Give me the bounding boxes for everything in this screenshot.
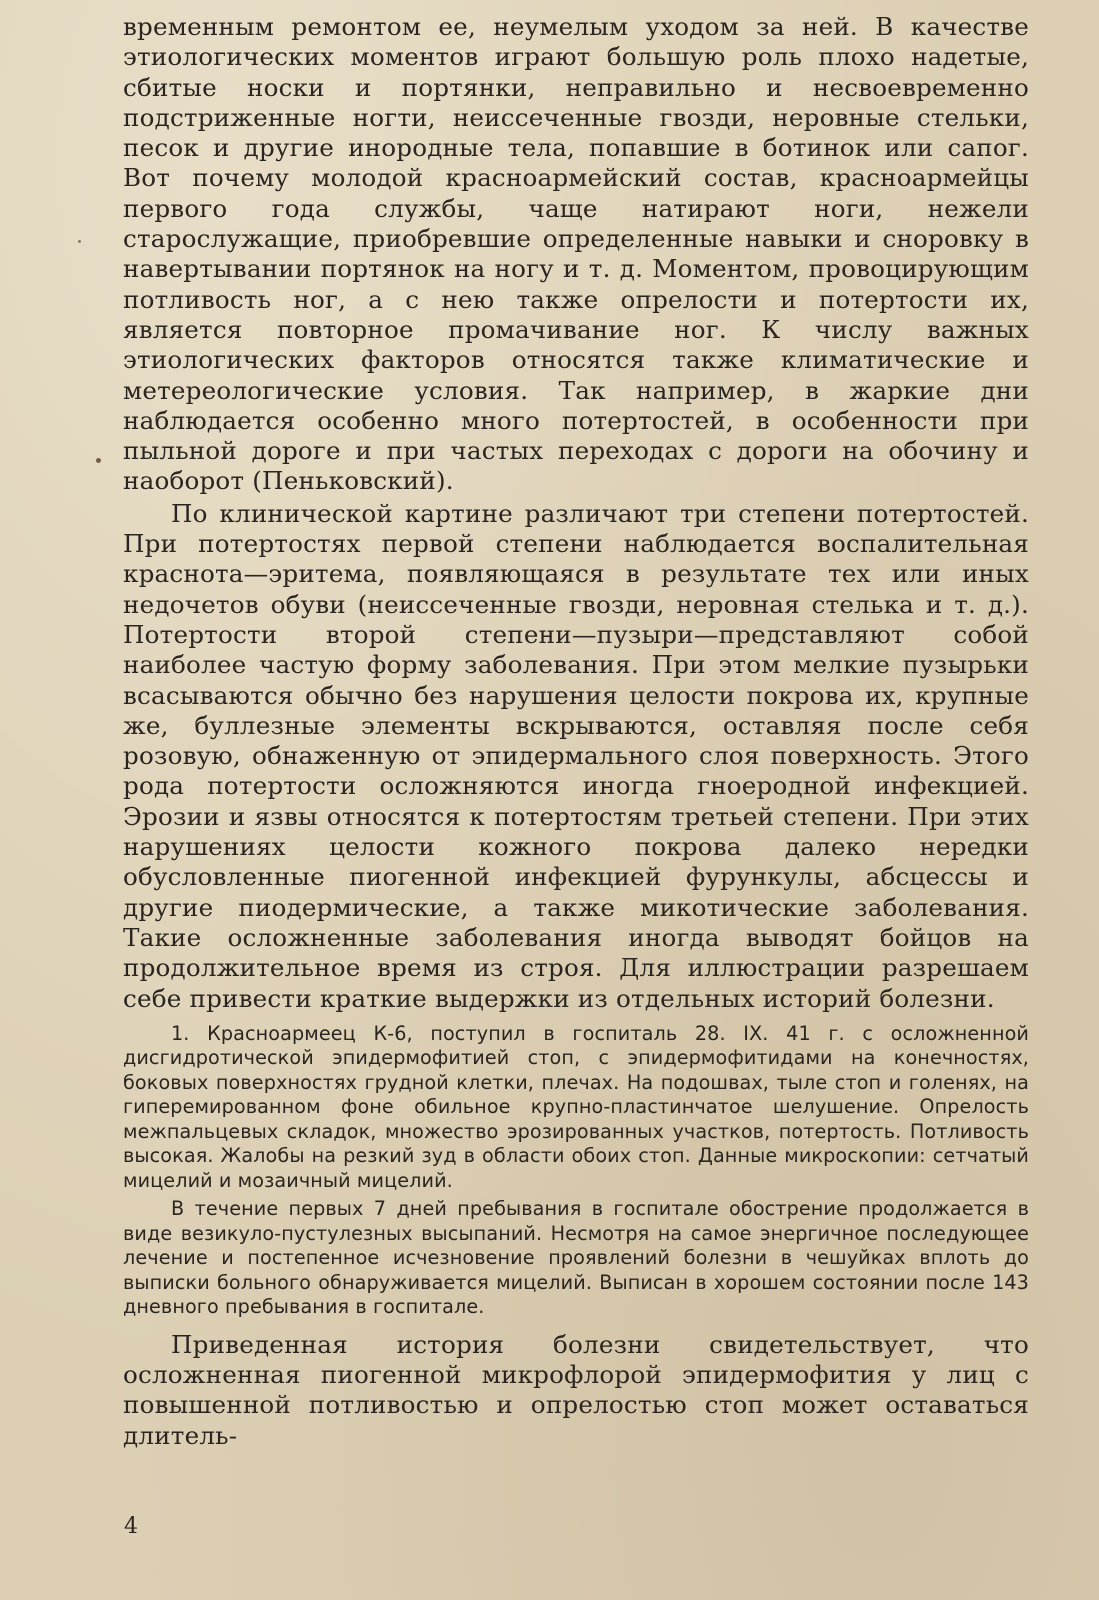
case-history-course: В течение первых 7 дней пребывания в госпитале обострение продолжается в виде везикуло-пустулезных высыпаний. Несмотря на самое энергичное последующее лечение и постепенное исчезновение проявлений болезни в чешуйках вплоть до выписки больного обнаруживается мицелий. Выписан в хорошем состоянии после 143 дневного пребывания в госпитале. bbox=[123, 1197, 1029, 1319]
case-history-1: 1. Красноармеец К-6, поступил в госпиталь 28. IX. 41 г. с осложненной дисгидротической эпидермофитией стоп, с эпидермофитидами на конечностях, боковых поверхностях грудной клетки, плечах. На подошвах, тыле стоп и голенях, на гиперемированном фоне обильное крупно-пластинчатое шелушение. Опрелость межпальцевых складок, множество эрозированных участков, потертость. Потливость высокая. Жалобы на резкий зуд в области обоих стоп. Данные микроскопии: сетчатый мицелий и мозаичный мицелий. bbox=[123, 1021, 1029, 1192]
page-body bbox=[123, 12, 1029, 1451]
margin-speck bbox=[96, 458, 101, 463]
margin-speck bbox=[78, 240, 81, 243]
paragraph-etiology: временным ремонтом ее, неумелым уходом за ней. В качестве этиологических моментов играют большую роль плохо надетые, сбитые носки и портянки, неправильно и несвоевременно подстриженные ногти, неиссеченные гвозди, неровные стельки, песок и другие инородные тела, попавшие в ботинок или сапог. Вот почему молодой красноармейский состав, красноармейцы первого года службы, чаще натирают ноги, нежели старослужащие, приобревшие определенные навыки и сноровку в навертывании портянок на ногу и т. д. Моментом, провоцирующим потливость ног, а с нею также опрелости и потертости их, является повторное промачивание ног. К числу важных этиологических факторов относятся также климатические и метереологические условия. Так например, в жаркие дни наблюдается особенно много потертостей, в особенности при пыльной дороге и при частых переходах с дороги на обочину и наоборот (Пеньковский). bbox=[123, 12, 1029, 496]
paragraph-clinical-degrees: По клинической картине различают три степени потертостей. При потертостях первой степени наблюдается воспалительная краснота—эритема, появляющаяся в результате тех или иных недочетов обуви (неиссеченные гвозди, неровная стелька и т. д.). Потертости второй степени—пузыри—представляют собой наиболее частую форму заболевания. При этом мелкие пузырьки всасываются обычно без нарушения целости покрова их, крупные же, буллезные элементы вскрываются, оставляя после себя розовую, обнаженную от эпидермального слоя поверхность. Этого рода потертости осложняются иногда гноеродной инфекцией. Эрозии и язвы относятся к потертостям третьей степени. При этих нарушениях целости кожного покрова далеко нередки обусловленные пиогенной инфекцией фурункулы, абсцессы и другие пиодермические, а также микотические заболевания. Такие осложненные заболевания иногда выводят бойцов на продолжительное время из строя. Для иллюстрации разрешаем себе привести краткие выдержки из отдельных историй болезни. bbox=[123, 498, 1029, 1013]
page-number: 4 bbox=[124, 1514, 138, 1539]
paragraph-conclusion: Приведенная история болезни свидетельствует, что осложненная пиогенной микрофлорой эпидермофития у лиц с повышенной потливостью и опрелостью стоп может оставаться длитель- bbox=[123, 1329, 1029, 1450]
